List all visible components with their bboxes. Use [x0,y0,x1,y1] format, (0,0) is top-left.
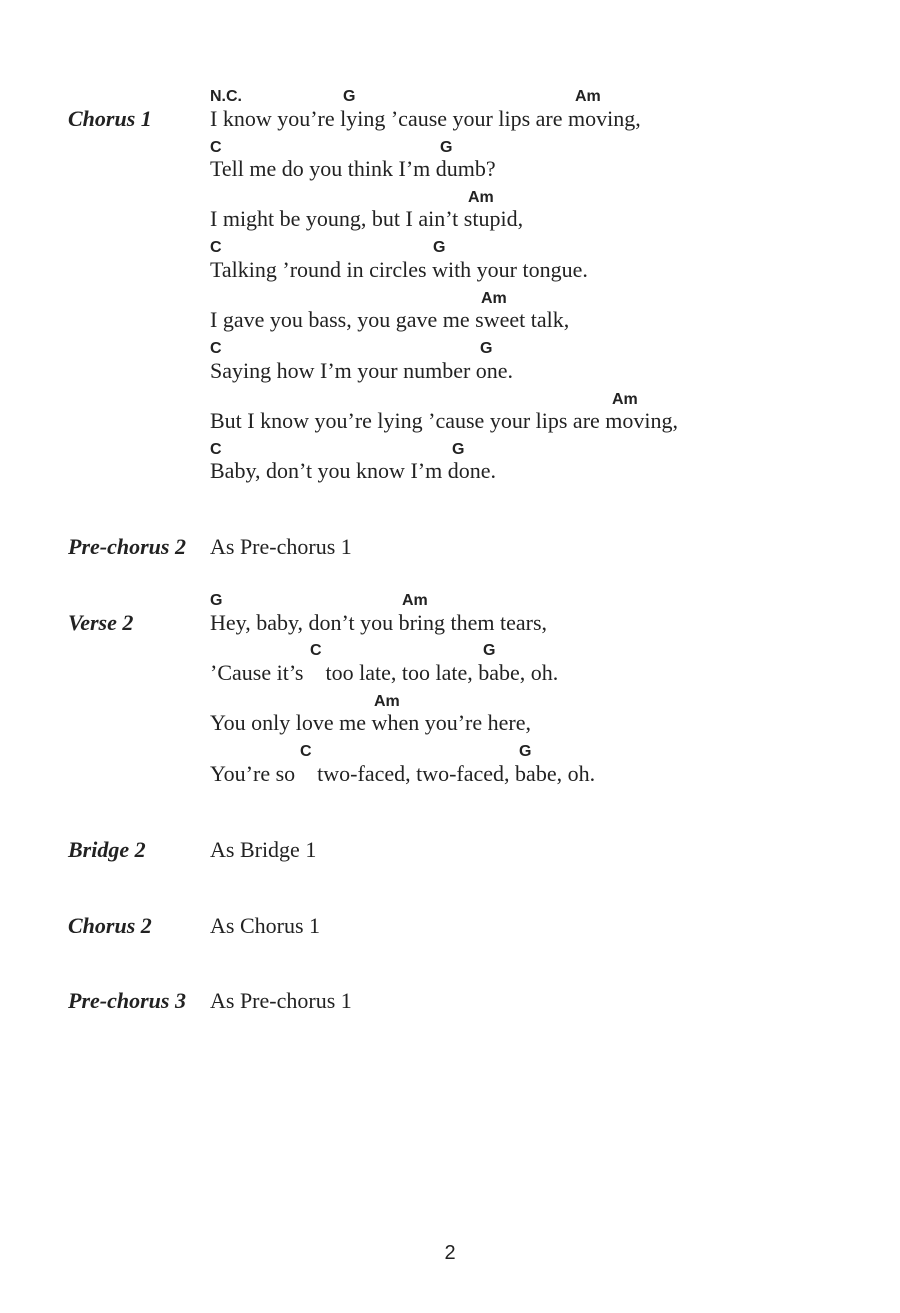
lyric-line: ’Cause it’s too late, too late, babe, oh. [210,660,559,685]
chord: Am [468,189,494,206]
chord: Am [612,391,638,408]
lyric-line: You only love me when you’re here, [210,710,531,735]
lyric-line: But I know you’re lying ’cause your lips are moving, [210,408,679,433]
section-label-chorus-2: Chorus 2 [68,913,152,938]
lyric-line: Tell me do you think I’m dumb? [210,156,496,181]
section-label-pre-chorus-2: Pre-chorus 2 [68,534,186,559]
chord: G [440,139,453,156]
chord: C [300,743,312,760]
section-reference: As Bridge 1 [210,837,317,862]
chord: G [452,441,465,458]
section-label-bridge-2: Bridge 2 [68,837,146,862]
lyric-line: I gave you bass, you gave me sweet talk, [210,307,570,332]
chord: C [310,642,322,659]
chord: Am [374,693,400,710]
chord: G [519,743,532,760]
chord: G [483,642,496,659]
chord: G [210,592,223,609]
section-reference: As Pre-chorus 1 [210,534,352,559]
chord: Am [575,88,601,105]
page-number: 2 [444,1242,456,1264]
section-reference: As Pre-chorus 1 [210,988,352,1013]
chord: Am [402,592,428,609]
lyric-line: Hey, baby, don’t you bring them tears, [210,610,548,635]
lyric-line: I know you’re lying ’cause your lips are moving, [210,106,641,131]
lyric-line: I might be young, but I ain’t stupid, [210,206,524,231]
chord: G [480,340,493,357]
chord: G [343,88,356,105]
section-label-verse-2: Verse 2 [68,610,134,635]
chord: C [210,441,222,458]
section-label-pre-chorus-3: Pre-chorus 3 [68,988,186,1013]
section-label-chorus-1: Chorus 1 [68,106,152,131]
chord: N.C. [210,88,242,105]
lyric-line: Saying how I’m your number one. [210,358,514,383]
chord: C [210,239,222,256]
chord: C [210,139,222,156]
lyric-line: Talking ’round in circles with your tongue. [210,257,588,282]
section-reference: As Chorus 1 [210,913,321,938]
lyric-line: Baby, don’t you know I’m done. [210,458,496,483]
lyric-line: You’re so two-faced, two-faced, babe, oh. [210,761,596,786]
chord: C [210,340,222,357]
chord: Am [481,290,507,307]
chord: G [433,239,446,256]
